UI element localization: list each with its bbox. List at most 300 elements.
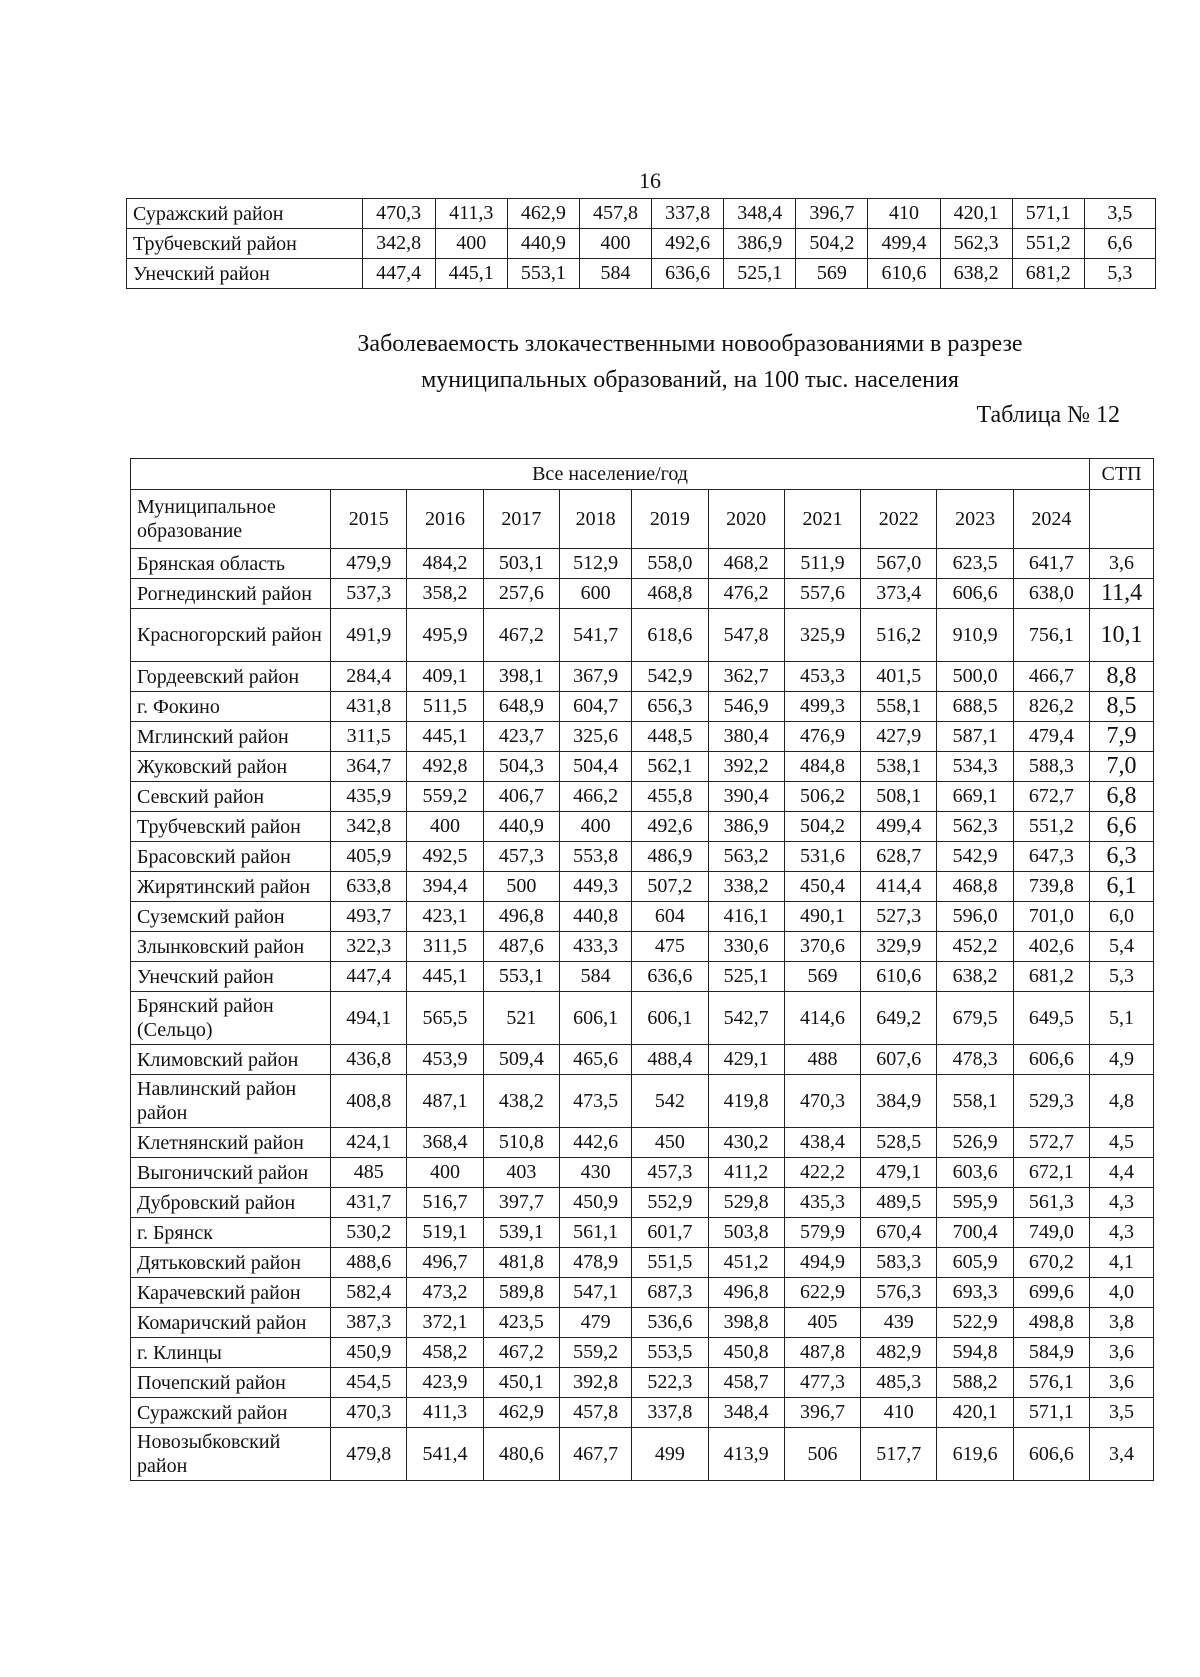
value-cell: 411,3: [407, 1398, 483, 1428]
value-cell: 478,3: [937, 1045, 1013, 1075]
table-row: [131, 962, 1154, 992]
value-cell: 409,1: [407, 662, 483, 692]
row-name: Климовский район: [131, 1045, 331, 1075]
value-cell: 373,4: [861, 579, 937, 609]
value-cell: 504,3: [483, 752, 559, 782]
value-cell: 562,3: [937, 812, 1013, 842]
value-cell: 420,1: [937, 1398, 1013, 1428]
value-cell: 553,8: [560, 842, 632, 872]
value-cell: 422,2: [784, 1158, 860, 1188]
value-cell: 500: [483, 872, 559, 902]
value-cell: 386,9: [708, 812, 784, 842]
value-cell: 628,7: [861, 842, 937, 872]
value-cell: 448,5: [632, 722, 708, 752]
value-cell: 488,6: [331, 1248, 407, 1278]
value-cell: 367,9: [560, 662, 632, 692]
value-cell: 429,1: [708, 1045, 784, 1075]
value-cell: 488,4: [632, 1045, 708, 1075]
value-cell: 527,3: [861, 902, 937, 932]
page-number: 16: [639, 168, 661, 193]
row-name: Комаричский район: [131, 1308, 331, 1338]
value-cell: 687,3: [632, 1278, 708, 1308]
value-cell: 633,8: [331, 872, 407, 902]
value-cell: 638,2: [940, 259, 1012, 289]
incidence-table: [130, 458, 1154, 1481]
value-cell: 398,8: [708, 1308, 784, 1338]
value-cell: 490,1: [784, 902, 860, 932]
value-cell: 569: [784, 962, 860, 992]
value-cell: 492,8: [407, 752, 483, 782]
table-row: [131, 1075, 1154, 1128]
value-cell: 402,6: [1013, 932, 1089, 962]
value-cell: 541,4: [407, 1428, 483, 1481]
value-cell: 547,8: [708, 609, 784, 662]
value-cell: 572,7: [1013, 1128, 1089, 1158]
value-cell: 826,2: [1013, 692, 1089, 722]
row-name: Суражский район: [131, 1398, 331, 1428]
stp-cell: 11,4: [1090, 579, 1154, 609]
stp-cell: 6,6: [1090, 812, 1154, 842]
value-cell: 649,5: [1013, 992, 1089, 1045]
value-cell: 551,5: [632, 1248, 708, 1278]
value-cell: 503,1: [483, 549, 559, 579]
row-name: г. Фокино: [131, 692, 331, 722]
value-cell: 400: [435, 229, 507, 259]
value-cell: 546,9: [708, 692, 784, 722]
value-cell: 542,7: [708, 992, 784, 1045]
row-name: Суземский район: [131, 902, 331, 932]
value-cell: 338,2: [708, 872, 784, 902]
value-cell: 466,7: [1013, 662, 1089, 692]
value-cell: 576,1: [1013, 1368, 1089, 1398]
value-cell: 475: [632, 932, 708, 962]
value-cell: 445,1: [407, 722, 483, 752]
value-cell: 530,2: [331, 1218, 407, 1248]
value-cell: 557,6: [784, 579, 860, 609]
year-header: 2015: [331, 490, 407, 549]
value-cell: 649,2: [861, 992, 937, 1045]
value-cell: 522,3: [632, 1368, 708, 1398]
row-name: Брянская область: [131, 549, 331, 579]
value-cell: 584: [579, 259, 651, 289]
value-cell: 419,8: [708, 1075, 784, 1128]
value-cell: 435,3: [784, 1188, 860, 1218]
value-cell: 424,1: [331, 1128, 407, 1158]
table-row: [131, 1428, 1154, 1481]
value-cell: 605,9: [937, 1248, 1013, 1278]
value-cell: 551,2: [1013, 812, 1089, 842]
row-name: Унечский район: [131, 962, 331, 992]
value-cell: 504,2: [796, 229, 868, 259]
row-name: Суражский район: [127, 199, 363, 229]
value-cell: 400: [407, 1158, 483, 1188]
value-cell: 311,5: [331, 722, 407, 752]
table-row: [131, 842, 1154, 872]
value-cell: 561,3: [1013, 1188, 1089, 1218]
value-cell: 406,7: [483, 782, 559, 812]
stp-cell: 4,5: [1090, 1128, 1154, 1158]
value-cell: 442,6: [560, 1128, 632, 1158]
value-cell: 486,9: [632, 842, 708, 872]
value-cell: 604,7: [560, 692, 632, 722]
value-cell: 487,8: [784, 1338, 860, 1368]
value-cell: 370,6: [784, 932, 860, 962]
row-name: г. Клинцы: [131, 1338, 331, 1368]
value-cell: 348,4: [724, 199, 796, 229]
value-cell: 479,8: [331, 1428, 407, 1481]
row-name: Брасовский район: [131, 842, 331, 872]
stp-cell: 4,8: [1090, 1075, 1154, 1128]
year-header: 2018: [560, 490, 632, 549]
stp-cell: 4,3: [1090, 1188, 1154, 1218]
value-cell: 542,9: [632, 662, 708, 692]
table-row: [131, 1368, 1154, 1398]
value-cell: 479,9: [331, 549, 407, 579]
value-cell: 622,9: [784, 1278, 860, 1308]
value-cell: 423,1: [407, 902, 483, 932]
value-cell: 606,6: [1013, 1045, 1089, 1075]
row-name: Унечский район: [127, 259, 363, 289]
value-cell: 473,2: [407, 1278, 483, 1308]
value-cell: 431,7: [331, 1188, 407, 1218]
value-cell: 450,1: [483, 1368, 559, 1398]
value-cell: 569: [796, 259, 868, 289]
value-cell: 489,5: [861, 1188, 937, 1218]
value-cell: 411,2: [708, 1158, 784, 1188]
value-cell: 450,8: [708, 1338, 784, 1368]
value-cell: 450: [632, 1128, 708, 1158]
value-cell: 494,1: [331, 992, 407, 1045]
value-cell: 394,4: [407, 872, 483, 902]
value-cell: 499,4: [861, 812, 937, 842]
value-cell: 529,3: [1013, 1075, 1089, 1128]
value-cell: 439: [861, 1308, 937, 1338]
value-cell: 623,5: [937, 549, 1013, 579]
value-cell: 538,1: [861, 752, 937, 782]
table-row: [131, 692, 1154, 722]
value-cell: 588,2: [937, 1368, 1013, 1398]
value-cell: 601,7: [632, 1218, 708, 1248]
value-cell: 438,4: [784, 1128, 860, 1158]
row-name: Карачевский район: [131, 1278, 331, 1308]
value-cell: 468,2: [708, 549, 784, 579]
name-header: Муниципальное образование: [131, 490, 331, 549]
value-cell: 508,1: [861, 782, 937, 812]
year-header: 2023: [937, 490, 1013, 549]
value-cell: 506,2: [784, 782, 860, 812]
value-cell: 534,3: [937, 752, 1013, 782]
value-cell: 492,5: [407, 842, 483, 872]
value-cell: 739,8: [1013, 872, 1089, 902]
value-cell: 495,9: [407, 609, 483, 662]
value-cell: 408,8: [331, 1075, 407, 1128]
value-cell: 553,1: [507, 259, 579, 289]
value-cell: 479: [560, 1308, 632, 1338]
table-row: [131, 752, 1154, 782]
value-cell: 656,3: [632, 692, 708, 722]
value-cell: 462,9: [483, 1398, 559, 1428]
value-cell: 638,2: [937, 962, 1013, 992]
value-cell: 679,5: [937, 992, 1013, 1045]
value-cell: 700,4: [937, 1218, 1013, 1248]
value-cell: 322,3: [331, 932, 407, 962]
value-cell: 536,6: [632, 1308, 708, 1338]
row-name: Клетнянский район: [131, 1128, 331, 1158]
value-cell: 509,4: [483, 1045, 559, 1075]
value-cell: 547,1: [560, 1278, 632, 1308]
year-header: 2021: [784, 490, 860, 549]
value-cell: 410: [861, 1398, 937, 1428]
stp-cell: 8,5: [1090, 692, 1154, 722]
value-cell: 756,1: [1013, 609, 1089, 662]
value-cell: 284,4: [331, 662, 407, 692]
table-row: [131, 1248, 1154, 1278]
value-cell: 411,3: [435, 199, 507, 229]
value-cell: 470,3: [784, 1075, 860, 1128]
value-cell: 576,3: [861, 1278, 937, 1308]
row-name: Мглинский район: [131, 722, 331, 752]
row-name: Навлинский район район: [131, 1075, 331, 1128]
value-cell: 453,3: [784, 662, 860, 692]
table-number-label: Таблица № 12: [976, 402, 1120, 428]
value-cell: 542: [632, 1075, 708, 1128]
value-cell: 457,8: [560, 1398, 632, 1428]
value-cell: 670,2: [1013, 1248, 1089, 1278]
row-name: Почепский район: [131, 1368, 331, 1398]
value-cell: 606,6: [937, 579, 1013, 609]
table-row: [131, 1218, 1154, 1248]
year-header: 2019: [632, 490, 708, 549]
value-cell: 473,5: [560, 1075, 632, 1128]
value-cell: 362,7: [708, 662, 784, 692]
value-cell: 558,1: [861, 692, 937, 722]
value-cell: 445,1: [435, 259, 507, 289]
row-name: Гордеевский район: [131, 662, 331, 692]
value-cell: 423,7: [483, 722, 559, 752]
table-row: [131, 782, 1154, 812]
value-cell: 480,6: [483, 1428, 559, 1481]
value-cell: 478,9: [560, 1248, 632, 1278]
value-cell: 541,7: [560, 609, 632, 662]
table-row: [127, 199, 1156, 229]
value-cell: 447,4: [362, 259, 435, 289]
value-cell: 400: [579, 229, 651, 259]
value-cell: 440,9: [507, 229, 579, 259]
value-cell: 364,7: [331, 752, 407, 782]
value-cell: 641,7: [1013, 549, 1089, 579]
value-cell: 681,2: [1013, 962, 1089, 992]
table-row: [131, 722, 1154, 752]
value-cell: 413,9: [708, 1428, 784, 1481]
value-cell: 435,9: [331, 782, 407, 812]
value-cell: 553,5: [632, 1338, 708, 1368]
year-header: 2017: [483, 490, 559, 549]
value-cell: 562,1: [632, 752, 708, 782]
value-cell: 457,3: [483, 842, 559, 872]
value-cell: 638,0: [1013, 579, 1089, 609]
continued-table: [126, 198, 1156, 289]
value-cell: 348,4: [708, 1398, 784, 1428]
value-cell: 606,6: [1013, 1428, 1089, 1481]
value-cell: 462,9: [507, 199, 579, 229]
value-cell: 396,7: [784, 1398, 860, 1428]
value-cell: 688,5: [937, 692, 1013, 722]
value-cell: 453,9: [407, 1045, 483, 1075]
value-cell: 493,7: [331, 902, 407, 932]
year-header: 2020: [708, 490, 784, 549]
stp-cell: 3,6: [1090, 1338, 1154, 1368]
value-cell: 504,2: [784, 812, 860, 842]
value-cell: 542,9: [937, 842, 1013, 872]
value-cell: 396,7: [796, 199, 868, 229]
value-cell: 499,4: [868, 229, 940, 259]
value-cell: 496,8: [708, 1278, 784, 1308]
year-header: 2016: [407, 490, 483, 549]
row-name: Дубровский район: [131, 1188, 331, 1218]
stp-cell: 3,5: [1090, 1398, 1154, 1428]
table-row: [131, 662, 1154, 692]
value-cell: 410: [868, 199, 940, 229]
value-cell: 539,1: [483, 1218, 559, 1248]
value-cell: 380,4: [708, 722, 784, 752]
value-cell: 342,8: [362, 229, 435, 259]
value-cell: 423,5: [483, 1308, 559, 1338]
value-cell: 430: [560, 1158, 632, 1188]
year-header: 2022: [861, 490, 937, 549]
value-cell: 672,7: [1013, 782, 1089, 812]
table-row: [127, 229, 1156, 259]
value-cell: 438,2: [483, 1075, 559, 1128]
stp-cell: 4,0: [1090, 1278, 1154, 1308]
value-cell: 749,0: [1013, 1218, 1089, 1248]
value-cell: 669,1: [937, 782, 1013, 812]
stp-cell: 5,1: [1090, 992, 1154, 1045]
stp-cell: 5,3: [1090, 962, 1154, 992]
table-row: [131, 1045, 1154, 1075]
value-cell: 559,2: [560, 1338, 632, 1368]
value-cell: 525,1: [708, 962, 784, 992]
stp-cell: 3,4: [1090, 1428, 1154, 1481]
value-cell: 701,0: [1013, 902, 1089, 932]
stp-cell: 6,6: [1084, 229, 1155, 259]
value-cell: 610,6: [861, 962, 937, 992]
value-cell: 583,3: [861, 1248, 937, 1278]
value-cell: 477,3: [784, 1368, 860, 1398]
value-cell: 485,3: [861, 1368, 937, 1398]
value-cell: 416,1: [708, 902, 784, 932]
value-cell: 325,6: [560, 722, 632, 752]
row-name: Жуковский район: [131, 752, 331, 782]
stp-cell: 8,8: [1090, 662, 1154, 692]
value-cell: 398,1: [483, 662, 559, 692]
value-cell: 449,3: [560, 872, 632, 902]
value-cell: 589,8: [483, 1278, 559, 1308]
value-cell: 387,3: [331, 1308, 407, 1338]
stp-cell: 3,6: [1090, 1368, 1154, 1398]
value-cell: 699,6: [1013, 1278, 1089, 1308]
table-row: [131, 609, 1154, 662]
value-cell: 479,1: [861, 1158, 937, 1188]
value-cell: 401,5: [861, 662, 937, 692]
stp-cell: 6,1: [1090, 872, 1154, 902]
value-cell: 563,2: [708, 842, 784, 872]
value-cell: 512,9: [560, 549, 632, 579]
row-name: Рогнединский район: [131, 579, 331, 609]
value-cell: 440,9: [483, 812, 559, 842]
value-cell: 516,2: [861, 609, 937, 662]
value-cell: 430,2: [708, 1128, 784, 1158]
value-cell: 342,8: [331, 812, 407, 842]
row-name: Жирятинский район: [131, 872, 331, 902]
value-cell: 329,9: [861, 932, 937, 962]
value-cell: 476,2: [708, 579, 784, 609]
table-row: [131, 1308, 1154, 1338]
value-cell: 596,0: [937, 902, 1013, 932]
value-cell: 496,8: [483, 902, 559, 932]
value-cell: 445,1: [407, 962, 483, 992]
value-cell: 467,7: [560, 1428, 632, 1481]
value-cell: 468,8: [632, 579, 708, 609]
value-cell: 521: [483, 992, 559, 1045]
table-row: [131, 579, 1154, 609]
value-cell: 607,6: [861, 1045, 937, 1075]
value-cell: 405: [784, 1308, 860, 1338]
value-cell: 330,6: [708, 932, 784, 962]
value-cell: 491,9: [331, 609, 407, 662]
row-name: Новозыбковский район: [131, 1428, 331, 1481]
table-row: [131, 1158, 1154, 1188]
table-row: [131, 932, 1154, 962]
value-cell: 531,6: [784, 842, 860, 872]
value-cell: 525,1: [724, 259, 796, 289]
value-cell: 451,2: [708, 1248, 784, 1278]
value-cell: 558,0: [632, 549, 708, 579]
value-cell: 400: [560, 812, 632, 842]
value-cell: 488: [784, 1045, 860, 1075]
value-cell: 487,6: [483, 932, 559, 962]
value-cell: 492,6: [632, 812, 708, 842]
value-cell: 470,3: [362, 199, 435, 229]
value-cell: 559,2: [407, 782, 483, 812]
row-name: Дятьковский район: [131, 1248, 331, 1278]
value-cell: 618,6: [632, 609, 708, 662]
value-cell: 450,9: [560, 1188, 632, 1218]
header-row-group: [131, 459, 1154, 490]
table-row: [127, 259, 1156, 289]
value-cell: 257,6: [483, 579, 559, 609]
value-cell: 468,8: [937, 872, 1013, 902]
value-cell: 368,4: [407, 1128, 483, 1158]
value-cell: 537,3: [331, 579, 407, 609]
value-cell: 603,6: [937, 1158, 1013, 1188]
value-cell: 510,8: [483, 1128, 559, 1158]
value-cell: 372,1: [407, 1308, 483, 1338]
value-cell: 427,9: [861, 722, 937, 752]
table-row: [131, 549, 1154, 579]
value-cell: 414,6: [784, 992, 860, 1045]
table-row: [131, 902, 1154, 932]
value-cell: 582,4: [331, 1278, 407, 1308]
stp-cell: 6,3: [1090, 842, 1154, 872]
value-cell: 447,4: [331, 962, 407, 992]
value-cell: 636,6: [632, 962, 708, 992]
value-cell: 553,1: [483, 962, 559, 992]
stp-cell: 4,1: [1090, 1248, 1154, 1278]
value-cell: 552,9: [632, 1188, 708, 1218]
stp-cell: 4,3: [1090, 1218, 1154, 1248]
value-cell: 465,6: [560, 1045, 632, 1075]
value-cell: 414,4: [861, 872, 937, 902]
